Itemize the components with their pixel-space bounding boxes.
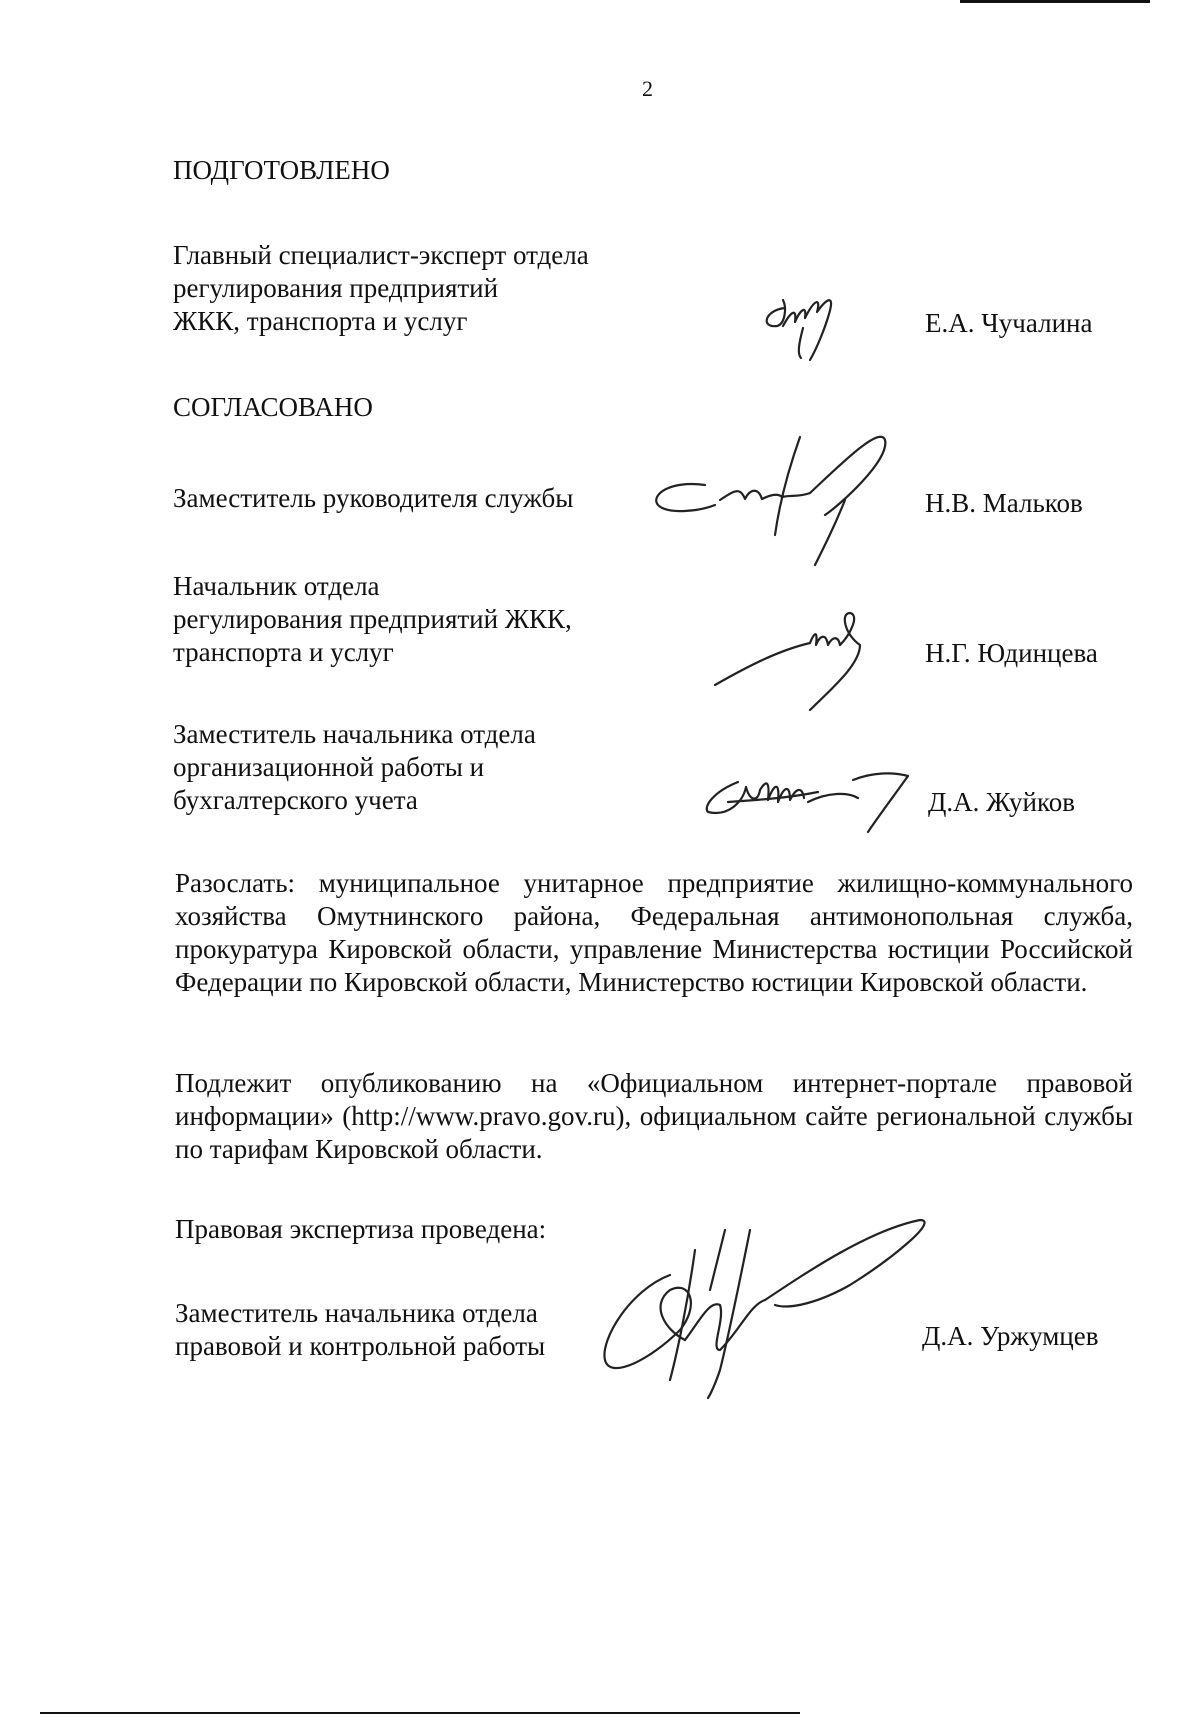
agreed-signer-2-name: Н.Г. Юдинцева — [925, 638, 1098, 668]
position-line: организационной работы и — [173, 752, 485, 782]
position-line: регулирования предприятий ЖКК, — [173, 604, 572, 634]
position-line: Заместитель начальника отдела — [173, 719, 536, 749]
signature-yudintseva — [710, 605, 880, 715]
legal-review-position — [175, 1297, 545, 1363]
signature-chuchalina — [755, 288, 865, 368]
signature-urzhumtsev — [590, 1210, 940, 1400]
publication-paragraph: Подлежит опубликованию на «Официальном интернет-портале правовой информации» (http://www.pravo.gov.ru), официальном сайте региональной службы по тарифам Кировской области. — [175, 1068, 1133, 1164]
prepared-name: Е.А. Чучалина — [925, 308, 1093, 338]
position-line: бухгалтерского учета — [173, 785, 418, 815]
prepared-position — [173, 239, 589, 338]
position-line: регулирования предприятий — [173, 273, 499, 303]
page-number: 2 — [642, 76, 653, 101]
agreed-heading: СОГЛАСОВАНО — [173, 392, 373, 422]
position-line: Начальник отдела — [173, 571, 380, 601]
agreed-signer-1-name: Н.В. Мальков — [925, 488, 1083, 518]
position-line: Главный специалист-эксперт отдела — [173, 240, 589, 270]
agreed-signer-3-position — [173, 718, 536, 817]
position-line: транспорта и услуг — [173, 637, 394, 667]
scan-edge-top — [960, 0, 1150, 3]
legal-review-name: Д.А. Уржумцев — [922, 1321, 1099, 1351]
agreed-signer-1-position — [173, 482, 573, 515]
distribution-paragraph: Разослать: муниципальное унитарное предприятие жилищно-коммунального хозяйства Омутнинского района, Федеральная антимонопольная служба, прокуратура Кировской области, управление Министерства юстиции Российской Федерации по Кировской области, Министерство юстиции Кировской области. — [175, 868, 1133, 997]
agreed-signer-3-name: Д.А. Жуйков — [928, 787, 1075, 817]
signature-malkov — [640, 425, 950, 575]
position-line: Заместитель руководителя службы — [173, 483, 574, 513]
signature-zhuikov — [698, 762, 918, 842]
agreed-signer-2-position — [173, 570, 572, 669]
position-line: Заместитель начальника отдела — [175, 1298, 538, 1328]
prepared-heading: ПОДГОТОВЛЕНО — [173, 155, 390, 185]
legal-review-heading: Правовая экспертиза проведена: — [175, 1214, 547, 1244]
position-line: ЖКК, транспорта и услуг — [173, 306, 468, 336]
position-line: правовой и контрольной работы — [175, 1331, 546, 1361]
scan-edge-bottom — [40, 1712, 800, 1714]
